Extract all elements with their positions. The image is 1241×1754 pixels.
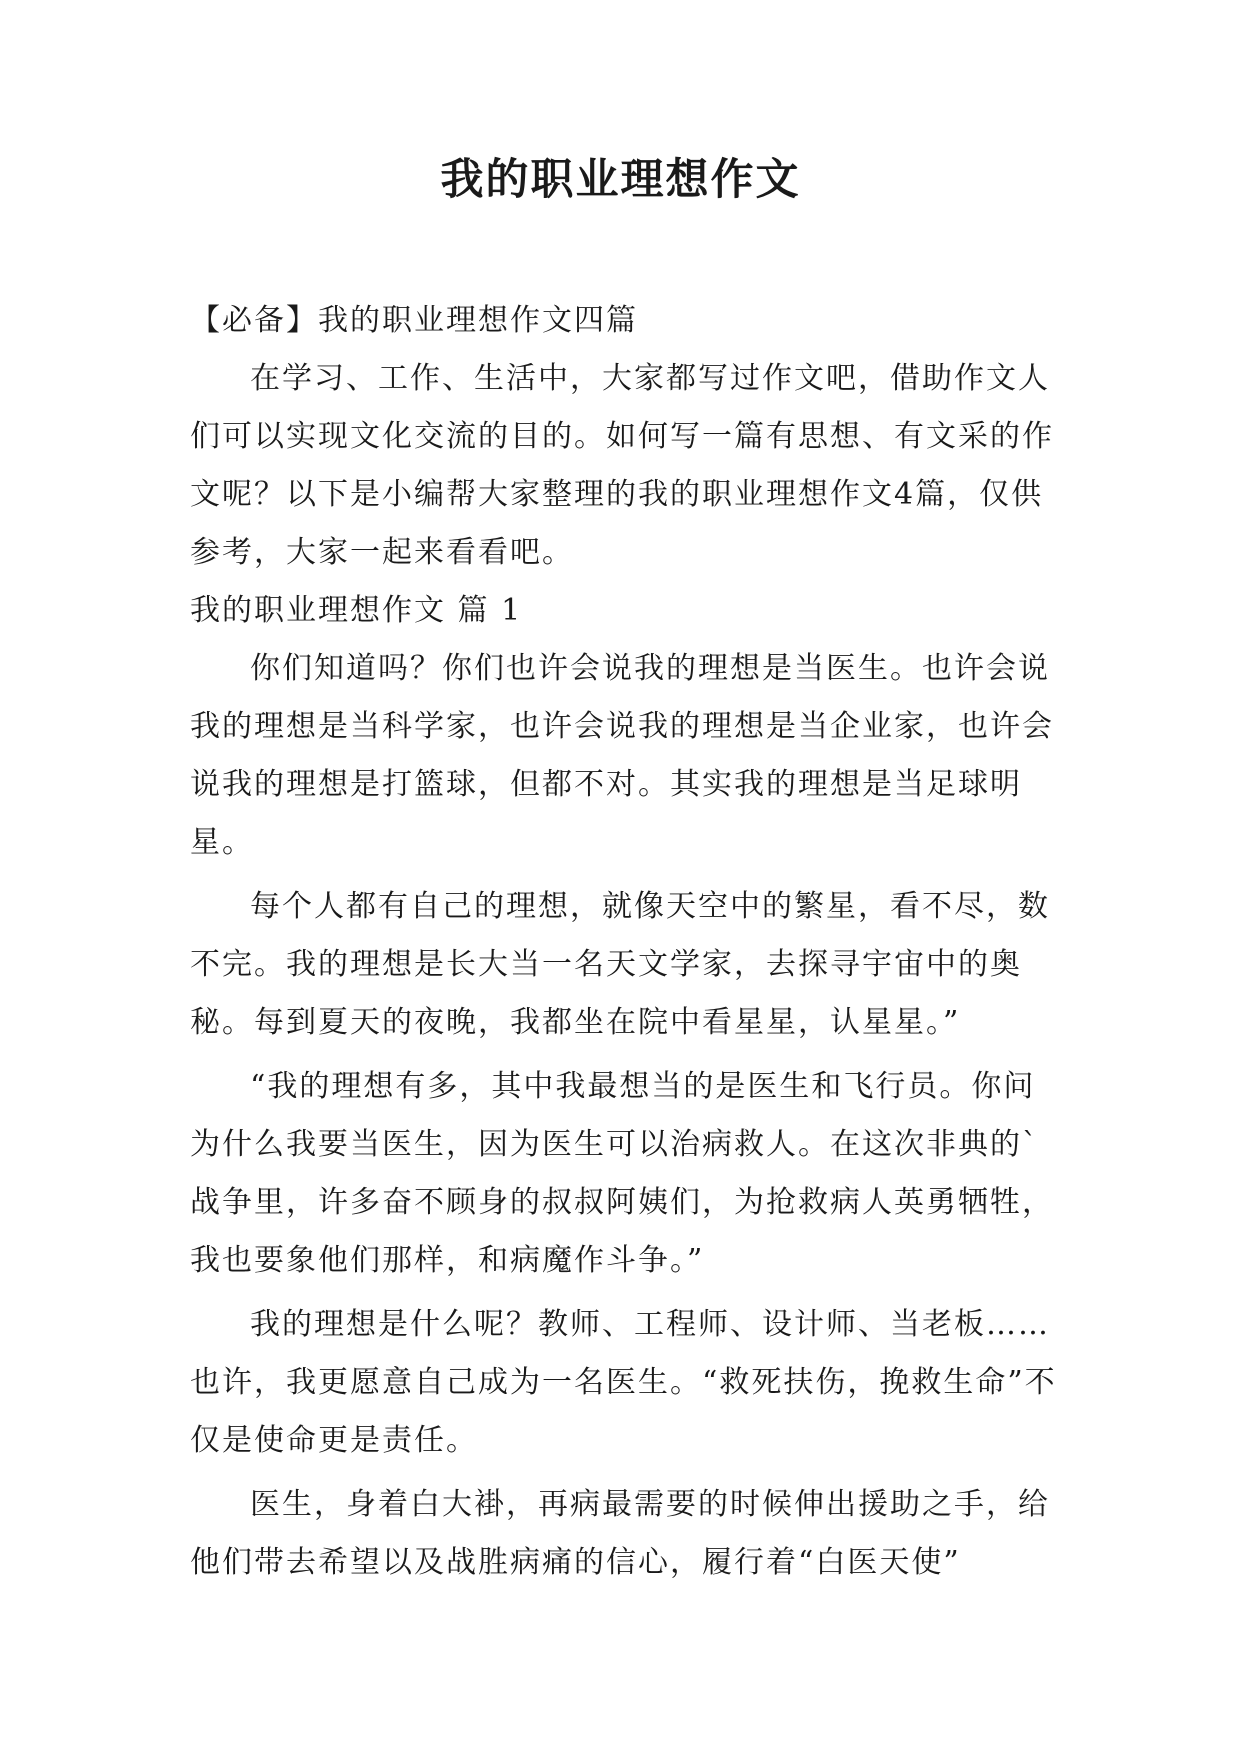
- body-paragraph: 医生，身着白大褂，再病最需要的时候伸出援助之手，给他们带去希望以及战胜病痛的信心，履行着“白医天使”: [190, 1487, 1050, 1580]
- body-paragraph: 你们知道吗？你们也许会说我的理想是当医生。也许会说我的理想是当科学家，也许会说我的理想是当企业家，也许会说我的理想是打篮球，但都不对。其实我的理想是当足球明星。: [190, 651, 1054, 860]
- document-body: [190, 292, 1060, 1592]
- body-paragraph: “我的理想有多，其中我最想当的是医生和飞行员。你问为什么我要当医生，因为医生可以治病救人。在这次非典的`战争里，许多奋不顾身的叔叔阿姨们，为抢救病人英勇牺牲，我也要象他们那样，和病魔作斗争。”: [190, 1069, 1054, 1278]
- intro-paragraph: 在学习、工作、生活中，大家都写过作文吧，借助作文人们可以实现文化交流的目的。如何写一篇有思想、有文采的作文呢？以下是小编帮大家整理的我的职业理想作文4篇，仅供参考，大家一起来看看吧。: [190, 361, 1054, 570]
- body-paragraph: 每个人都有自己的理想，就像天空中的繁星，看不尽，数不完。我的理想是长大当一名天文学家，去探寻宇宙中的奥秘。每到夏天的夜晚，我都坐在院中看星星，认星星。”: [190, 889, 1050, 1040]
- section-heading: 我的职业理想作文 篇 1: [190, 593, 523, 628]
- document-title: 我的职业理想作文: [440, 155, 801, 205]
- document-subtitle: 【必备】我的职业理想作文四篇: [190, 303, 638, 338]
- body-paragraph: 我的理想是什么呢？教师、工程师、设计师、当老板……也许，我更愿意自己成为一名医生。“救死扶伤，挽救生命”不仅是使命更是责任。: [190, 1307, 1057, 1458]
